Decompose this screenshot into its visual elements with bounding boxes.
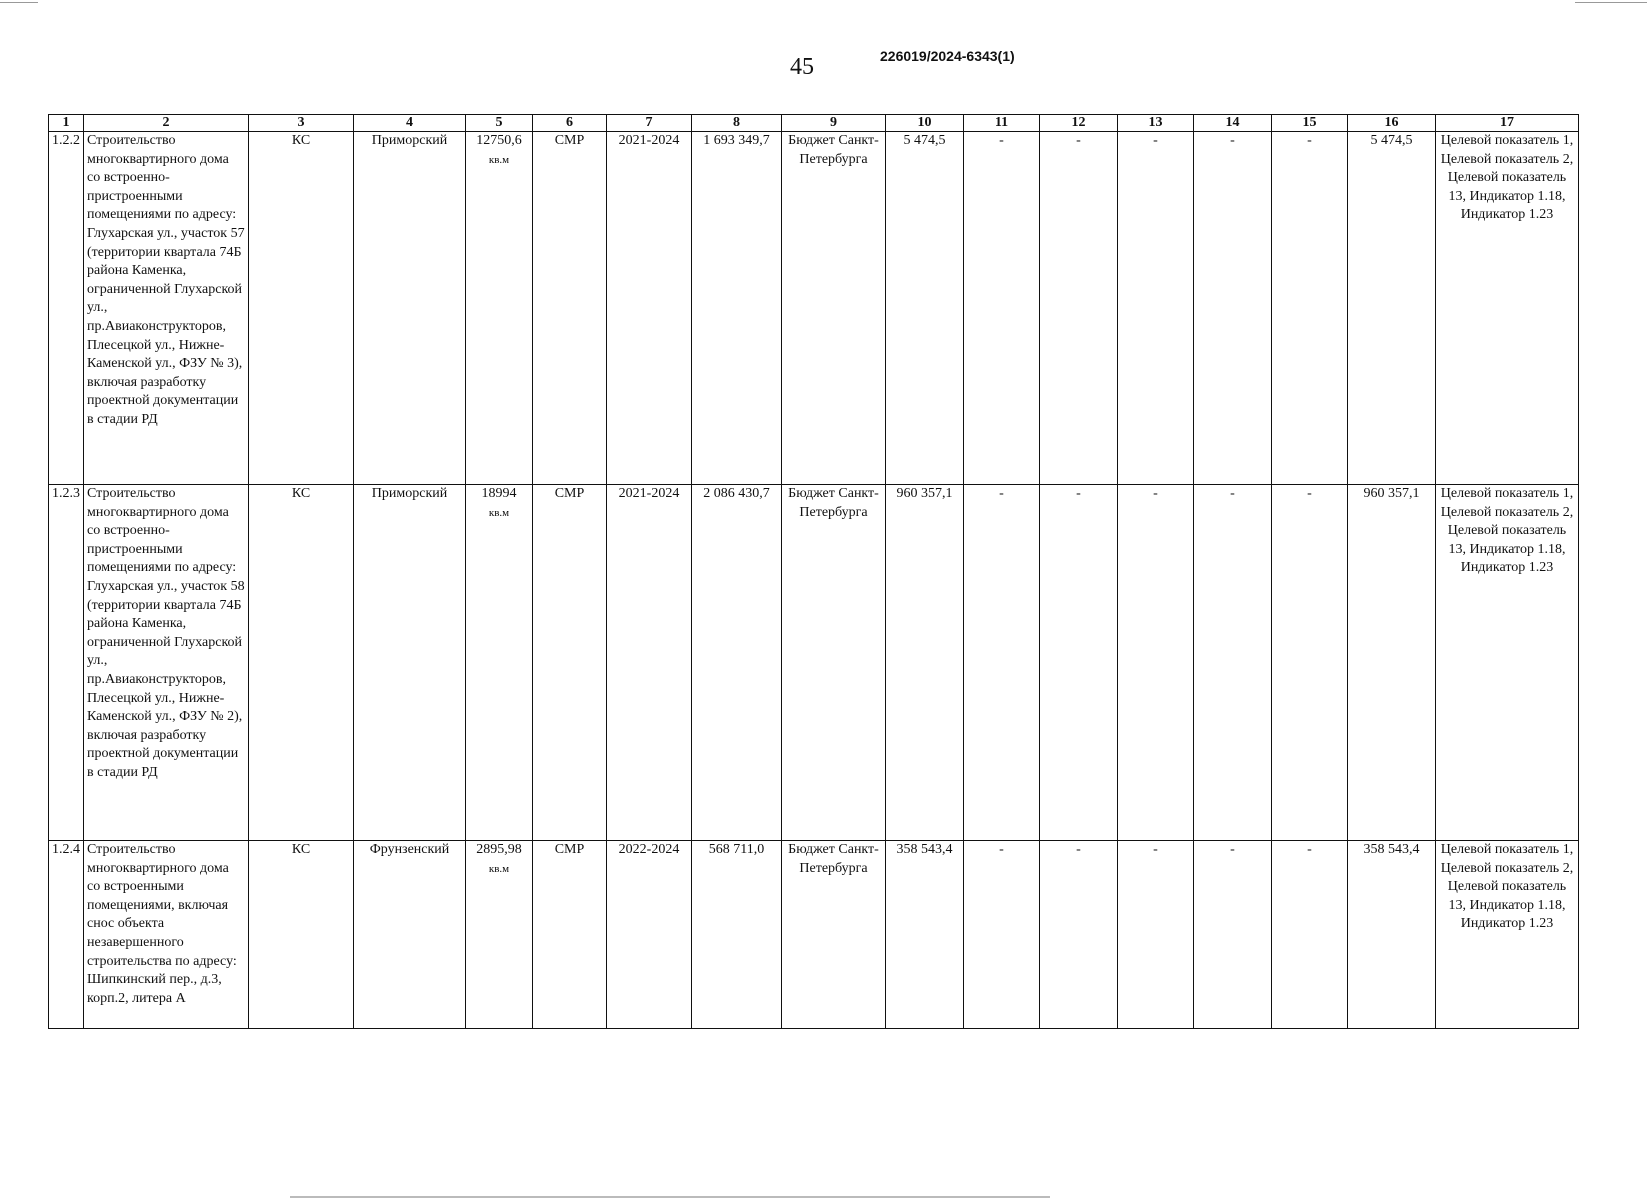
col-header-3: 3 (249, 115, 354, 132)
amount-col-13: - (1118, 132, 1194, 485)
col-header-9: 9 (782, 115, 886, 132)
work-type: СМР (533, 485, 607, 841)
capacity-cell (466, 485, 533, 841)
object-name: Строительство многоквартирного дома со встроенными помещениями, включая снос объекта незавершенного строительства по адресу: Шипкинский пер., д.3, корп.2, литера А (84, 841, 249, 1029)
scan-artifact-line (290, 1196, 1050, 1198)
amount-col-10: 960 357,1 (886, 485, 964, 841)
table-row (49, 132, 1579, 485)
total-cost: 1 693 349,7 (692, 132, 782, 485)
period: 2021-2024 (607, 485, 692, 841)
row-number: 1.2.4 (49, 841, 84, 1029)
customer-code: КС (249, 485, 354, 841)
col-header-5: 5 (466, 115, 533, 132)
table-row (49, 485, 1579, 841)
amount-col-10: 358 543,4 (886, 841, 964, 1029)
amount-col-14: - (1194, 485, 1272, 841)
capacity-value: 12750,6 (476, 133, 522, 148)
row-number: 1.2.2 (49, 132, 84, 485)
funding-source: Бюджет Санкт-Петербурга (782, 485, 886, 841)
capacity-unit: кв.м (488, 506, 510, 519)
amount-col-16: 5 474,5 (1348, 132, 1436, 485)
capacity-cell (466, 841, 533, 1029)
amount-col-10: 5 474,5 (886, 132, 964, 485)
amount-col-11: - (964, 841, 1040, 1029)
amount-col-15: - (1272, 485, 1348, 841)
row-number: 1.2.3 (49, 485, 84, 841)
col-header-8: 8 (692, 115, 782, 132)
total-cost: 2 086 430,7 (692, 485, 782, 841)
capacity-value: 18994 (481, 486, 517, 501)
target-indicators: Целевой показатель 1, Целевой показатель 2, Целевой показатель 13, Индикатор 1.18, Индикатор 1.23 (1436, 841, 1579, 1029)
table-row (49, 841, 1579, 1029)
amount-col-12: - (1040, 132, 1118, 485)
amount-col-12: - (1040, 841, 1118, 1029)
col-header-16: 16 (1348, 115, 1436, 132)
district: Приморский (354, 485, 466, 841)
target-indicators: Целевой показатель 1, Целевой показатель 2, Целевой показатель 13, Индикатор 1.18, Индикатор 1.23 (1436, 485, 1579, 841)
amount-col-13: - (1118, 841, 1194, 1029)
page-number: 45 (790, 54, 814, 80)
col-header-12: 12 (1040, 115, 1118, 132)
amount-col-11: - (964, 485, 1040, 841)
customer-code: КС (249, 841, 354, 1029)
col-header-14: 14 (1194, 115, 1272, 132)
col-header-4: 4 (354, 115, 466, 132)
col-header-13: 13 (1118, 115, 1194, 132)
work-type: СМР (533, 132, 607, 485)
object-name: Строительство многоквартирного дома со встроенно-пристроенными помещениями по адресу: Глухарская ул., участок 57 (территории квартала 74Б района Каменка, ограниченной Глухарской ул., пр.Авиаконструкторов, Плесецкой ул., Нижне-Каменской ул., ФЗУ № 3), включая разработку проектной документации в стадии РД (84, 132, 249, 485)
target-indicators: Целевой показатель 1, Целевой показатель 2, Целевой показатель 13, Индикатор 1.18, Индикатор 1.23 (1436, 132, 1579, 485)
period: 2022-2024 (607, 841, 692, 1029)
amount-col-12: - (1040, 485, 1118, 841)
capacity-unit: кв.м (488, 153, 510, 166)
amount-col-16: 358 543,4 (1348, 841, 1436, 1029)
total-cost: 568 711,0 (692, 841, 782, 1029)
col-header-10: 10 (886, 115, 964, 132)
amount-col-16: 960 357,1 (1348, 485, 1436, 841)
amount-col-14: - (1194, 841, 1272, 1029)
district: Фрунзенский (354, 841, 466, 1029)
customer-code: КС (249, 132, 354, 485)
funding-source: Бюджет Санкт-Петербурга (782, 841, 886, 1029)
col-header-15: 15 (1272, 115, 1348, 132)
amount-col-15: - (1272, 132, 1348, 485)
amount-col-11: - (964, 132, 1040, 485)
amount-col-15: - (1272, 841, 1348, 1029)
capacity-unit: кв.м (488, 862, 510, 875)
amount-col-13: - (1118, 485, 1194, 841)
document-id: 226019/2024-6343(1) (880, 48, 1015, 64)
col-header-7: 7 (607, 115, 692, 132)
budget-table (48, 114, 1579, 1029)
edge-mark-left (0, 2, 38, 3)
col-header-2: 2 (84, 115, 249, 132)
col-header-11: 11 (964, 115, 1040, 132)
edge-mark-right (1575, 2, 1647, 3)
district: Приморский (354, 132, 466, 485)
capacity-cell (466, 132, 533, 485)
col-header-1: 1 (49, 115, 84, 132)
amount-col-14: - (1194, 132, 1272, 485)
col-header-6: 6 (533, 115, 607, 132)
capacity-value: 2895,98 (476, 842, 522, 857)
column-number-row (49, 115, 1579, 132)
period: 2021-2024 (607, 132, 692, 485)
col-header-17: 17 (1436, 115, 1579, 132)
funding-source: Бюджет Санкт-Петербурга (782, 132, 886, 485)
object-name: Строительство многоквартирного дома со встроенно-пристроенными помещениями по адресу: Глухарская ул., участок 58 (территории квартала 74Б района Каменка, ограниченной Глухарской ул., пр.Авиаконструкторов, Плесецкой ул., Нижне-Каменской ул., ФЗУ № 2), включая разработку проектной документации в стадии РД (84, 485, 249, 841)
work-type: СМР (533, 841, 607, 1029)
